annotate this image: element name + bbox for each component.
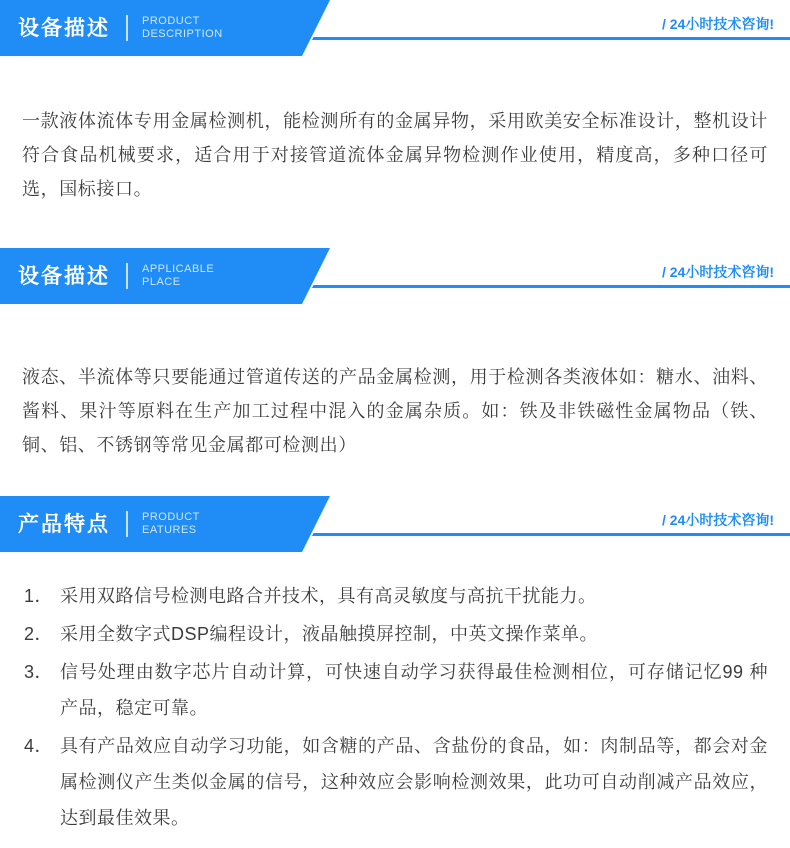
spacer: [0, 230, 790, 248]
list-item-number: 4．: [24, 736, 54, 756]
header-inner: [0, 0, 223, 56]
section-header-applicable-place: [0, 248, 790, 304]
header-divider: [126, 511, 128, 537]
section-title-en-line2: DESCRIPTION: [142, 28, 223, 40]
list-item-number: 3．: [24, 662, 54, 682]
section-title-cn: 产品特点: [18, 512, 110, 536]
header-inner: [0, 248, 214, 304]
section-header-product-description: [0, 0, 790, 56]
list-item: [24, 616, 768, 652]
section-title-en-line1: APPLICABLE: [142, 263, 215, 275]
list-item: [24, 728, 768, 836]
hotline-text: / 24小时技术咨询!: [661, 16, 774, 32]
hotline-text: / 24小时技术咨询!: [661, 264, 774, 280]
product-features-block: [0, 552, 790, 848]
section-title-cn: 设备描述: [18, 16, 110, 40]
list-item: [24, 578, 768, 614]
applicable-place-block: [0, 304, 790, 486]
applicable-place-text: 液态、半流体等只要能通过管道传送的产品金属检测，用于检测各类液体如：糖水、油料、酱料、果汁等原料在生产加工过程中混入的金属杂质。如：铁及非铁磁性金属物品（铁、铜、铝、不锈钢等常见金属都可检测出）: [22, 367, 768, 455]
list-item-text: 具有产品效应自动学习功能，如含糖的产品、含盐份的食品，如：肉制品等，都会对金属检测仪产生类似金属的信号，这种效应会影响检测效果，此功可自动削减产品效应，达到最佳效果。: [60, 736, 768, 828]
section-title-en: [142, 15, 223, 41]
list-item: [24, 654, 768, 726]
list-item-text: 信号处理由数字芯片自动计算，可快速自动学习获得最佳检测相位，可存储记忆99 种产品，稳定可靠。: [60, 662, 768, 718]
section-title-en-line1: PRODUCT: [142, 511, 200, 523]
list-item-number: 2．: [24, 624, 54, 644]
list-item-text: 采用双路信号检测电路合并技术，具有高灵敏度与高抗干扰能力。: [60, 586, 597, 606]
spacer: [0, 486, 790, 496]
section-title-cn: 设备描述: [18, 264, 110, 288]
header-divider: [126, 263, 128, 289]
product-description-text: 一款液体流体专用金属检测机，能检测所有的金属异物，采用欧美安全标准设计，整机设计符合食品机械要求，适合用于对接管道流体金属异物检测作业使用，精度高，多种口径可选，国标接口。: [22, 111, 768, 199]
section-title-en: [142, 263, 214, 289]
product-description-block: [0, 56, 790, 230]
list-item-text: 采用全数字式DSP编程设计，液晶触摸屏控制，中英文操作菜单。: [60, 624, 599, 644]
features-list: [24, 578, 768, 836]
list-item-number: 1．: [24, 586, 54, 606]
hotline-text: / 24小时技术咨询!: [661, 512, 774, 528]
section-title-en-line1: PRODUCT: [142, 15, 200, 27]
section-title-en: [142, 511, 200, 537]
header-inner: [0, 496, 200, 552]
header-divider: [126, 15, 128, 41]
section-title-en-line2: EATURES: [142, 524, 197, 536]
section-title-en-line2: PLACE: [142, 276, 181, 288]
section-header-product-features: [0, 496, 790, 552]
